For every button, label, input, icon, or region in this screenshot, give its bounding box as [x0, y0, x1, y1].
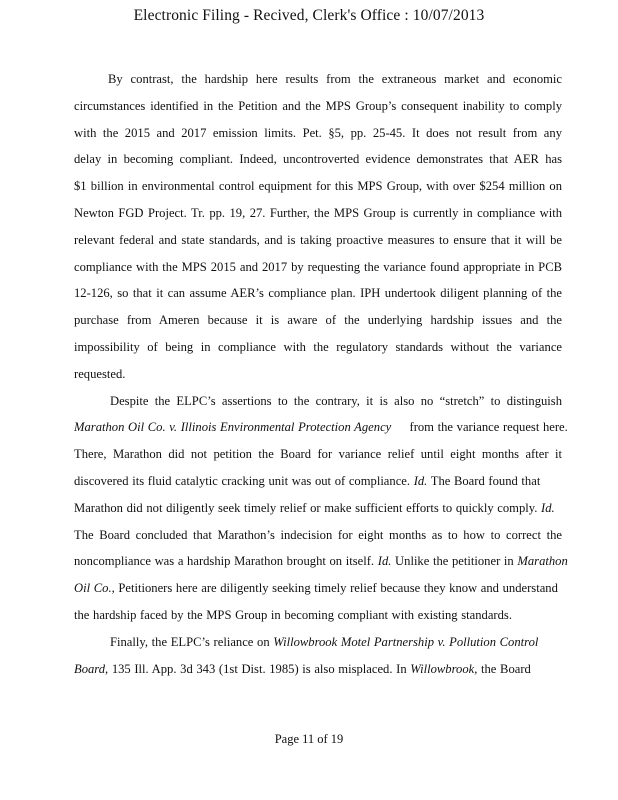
text-line: purchase from Ameren because it is aware of the underlying hardship issues and the	[74, 313, 562, 328]
case-citation-willowbrook: Willowbrook,	[410, 661, 478, 676]
text-line: impossibility of being in compliance with the regulatory standards without the variance	[74, 339, 562, 354]
text-line: relevant federal and state standards, and is taking proactive measures to ensure that it will be	[74, 232, 562, 247]
text-fragment: from the variance request here.	[409, 420, 568, 435]
text-line	[74, 629, 562, 656]
case-citation-willowbrook: Board,	[74, 661, 109, 676]
electronic-filing-header: Electronic Filing - Recived, Clerk's Office : 10/07/2013	[133, 7, 485, 24]
paragraph-willowbrook	[74, 629, 562, 683]
case-citation-marathon: Marathon Oil Co. v. Illinois Environmental Protection Agency	[74, 420, 392, 435]
text-line: By contrast, the hardship here results from the extraneous market and economic	[108, 72, 562, 86]
text-line	[74, 575, 562, 602]
text-line: delay in becoming compliant. Indeed, uncontroverted evidence demonstrates that AER has	[74, 152, 562, 167]
id-citation: Id.	[377, 554, 392, 569]
text-line	[74, 414, 568, 441]
text-fragment: The Board found that	[430, 473, 541, 488]
text-line: There, Marathon did not petition the Board for variance relief until eight months after it	[74, 447, 562, 462]
text-line: Despite the ELPC’s assertions to the contrary, it is also no “stretch” to distinguish	[110, 393, 562, 408]
text-fragment: Unlike the petitioner in	[395, 554, 514, 569]
paragraph-hardship	[74, 66, 562, 388]
document-body	[74, 66, 568, 682]
text-fragment: Marathon did not diligently seek timely relief or make sufficient efforts to quickly comply.	[74, 500, 538, 515]
text-fragment: noncompliance was a hardship Marathon brought on itself.	[74, 554, 375, 569]
text-line: The Board concluded that Marathon’s indecision for eight months as to how to correct the	[74, 527, 562, 542]
text-line	[74, 495, 562, 522]
page-number: Page 11 of 19	[274, 732, 344, 746]
case-citation-willowbrook: Willowbrook Motel Partnership v. Pollution Control	[273, 634, 539, 649]
text-line	[74, 548, 568, 575]
text-fragment: Finally, the ELPC’s reliance on	[110, 634, 270, 649]
text-fragment: discovered its fluid catalytic cracking unit was out of compliance.	[74, 473, 411, 488]
text-fragment: In	[396, 661, 407, 676]
text-line: Newton FGD Project. Tr. pp. 19, 27. Further, the MPS Group is currently in compliance with	[74, 205, 562, 220]
id-citation: Id.	[413, 473, 428, 488]
text-line: requested.	[74, 366, 126, 381]
text-line: $1 billion in environmental control equipment for this MPS Group, with over $254 million on	[74, 179, 562, 194]
text-line: the hardship faced by the MPS Group in becoming compliant with existing standards.	[74, 607, 512, 622]
case-citation-marathon: Marathon	[517, 554, 568, 569]
text-fragment: 135 Ill. App. 3d 343 (1st Dist. 1985) is also misplaced.	[111, 661, 393, 676]
text-fragment: the Board	[481, 661, 531, 676]
text-line: circumstances identified in the Petition and the MPS Group’s consequent inability to comply	[74, 98, 562, 113]
text-line: compliance with the MPS 2015 and 2017 by requesting the variance found appropriate in PCB	[74, 259, 562, 274]
text-line	[74, 656, 562, 683]
text-fragment: , Petitioners here are diligently seeking timely relief because they know and understand	[111, 581, 558, 596]
text-line: 12-126, so that it can assume AER’s compliance plan. IPH undertook diligent planning of the	[74, 286, 562, 301]
case-citation-marathon: Oil Co.	[74, 581, 112, 596]
id-citation: Id.	[541, 500, 555, 515]
text-line: with the 2015 and 2017 emission limits. Pet. §5, pp. 25-45. It does not result from any	[74, 125, 562, 140]
paragraph-marathon	[74, 388, 568, 629]
text-line	[74, 468, 562, 495]
